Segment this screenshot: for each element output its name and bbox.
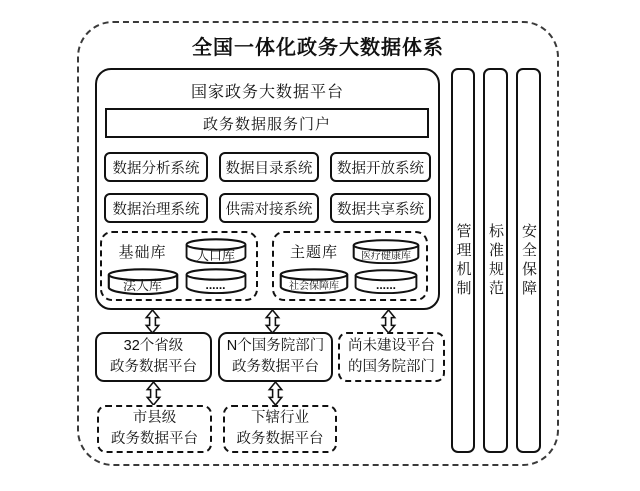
double-arrow-icon [145,381,162,406]
data-catalog-system-box [219,152,319,182]
legal-entity-db-cylinder [107,268,179,295]
legal-entity-db-label: 法人库 [122,278,162,293]
basic-library-group [100,231,258,301]
double-arrow-icon [267,381,284,406]
node-label-line1: 市县级 [132,409,177,426]
system-label: 数据共享系统 [337,201,424,218]
node-label-line1: 下辖行业 [251,409,309,426]
node-label-line1: N个国务院部门 [226,337,325,354]
data-sharing-system-box [330,193,431,223]
basic-library-label: 基础库 [118,243,167,261]
city-county-platform-box [97,405,212,453]
population-db-label: 人口库 [195,248,235,263]
data-governance-system-box [104,193,208,223]
portal-box [105,108,429,138]
pillar-standards-norms [483,68,508,453]
pillar-security-assurance [516,68,541,453]
theme-library-group [272,231,428,301]
double-arrow-icon [380,309,397,334]
diagram-title: 全国一体化政务大数据体系 [192,37,444,59]
provincial-platform-box [95,332,212,382]
system-label: 供需对接系统 [225,201,313,218]
pillar-label: 标准规范 [487,222,504,299]
supply-demand-system-box [219,193,319,223]
ellipsis-db-cylinder [185,268,247,294]
data-analysis-system-box [104,152,208,182]
theme-library-label: 主题库 [289,243,338,261]
ellipsis-db-label: ...... [205,277,226,292]
pillar-label: 管理机制 [454,222,472,299]
ellipsis-db-cylinder [354,269,418,294]
unbuilt-platform-departments-box [338,332,445,382]
node-label-line1: 32个省级 [123,337,184,354]
social-security-db-cylinder [279,268,349,294]
node-label-line2: 的国务院部门 [348,359,435,375]
double-arrow-icon [144,309,161,334]
population-db-cylinder [185,238,247,264]
node-label-line1: 尚未建设平台 [348,337,435,354]
industry-platform-box [223,405,337,453]
national-platform-box [95,68,440,310]
system-label: 数据治理系统 [112,201,200,218]
national-platform-title: 国家政务大数据平台 [190,84,344,101]
node-label-line2: 政务数据平台 [236,431,324,447]
medical-health-db-cylinder [352,239,420,264]
system-label: 数据目录系统 [225,160,313,177]
node-label-line2: 政务数据平台 [111,431,198,447]
pillar-label: 安全保障 [520,222,537,299]
state-council-platform-box [218,332,333,382]
system-label: 数据分析系统 [112,160,200,177]
pillar-management-mechanism [451,68,475,453]
portal-label: 政务数据服务门户 [202,115,331,133]
double-arrow-icon [264,309,281,334]
node-label-line2: 政务数据平台 [110,359,197,375]
social-security-db-label: 社会保障库 [289,281,339,292]
system-label: 数据开放系统 [337,160,424,177]
node-label-line2: 政务数据平台 [232,359,319,375]
data-open-system-box [330,152,431,182]
medical-health-db-label: 医疗健康库 [361,251,411,262]
ellipsis-db-label: ...... [375,277,396,292]
